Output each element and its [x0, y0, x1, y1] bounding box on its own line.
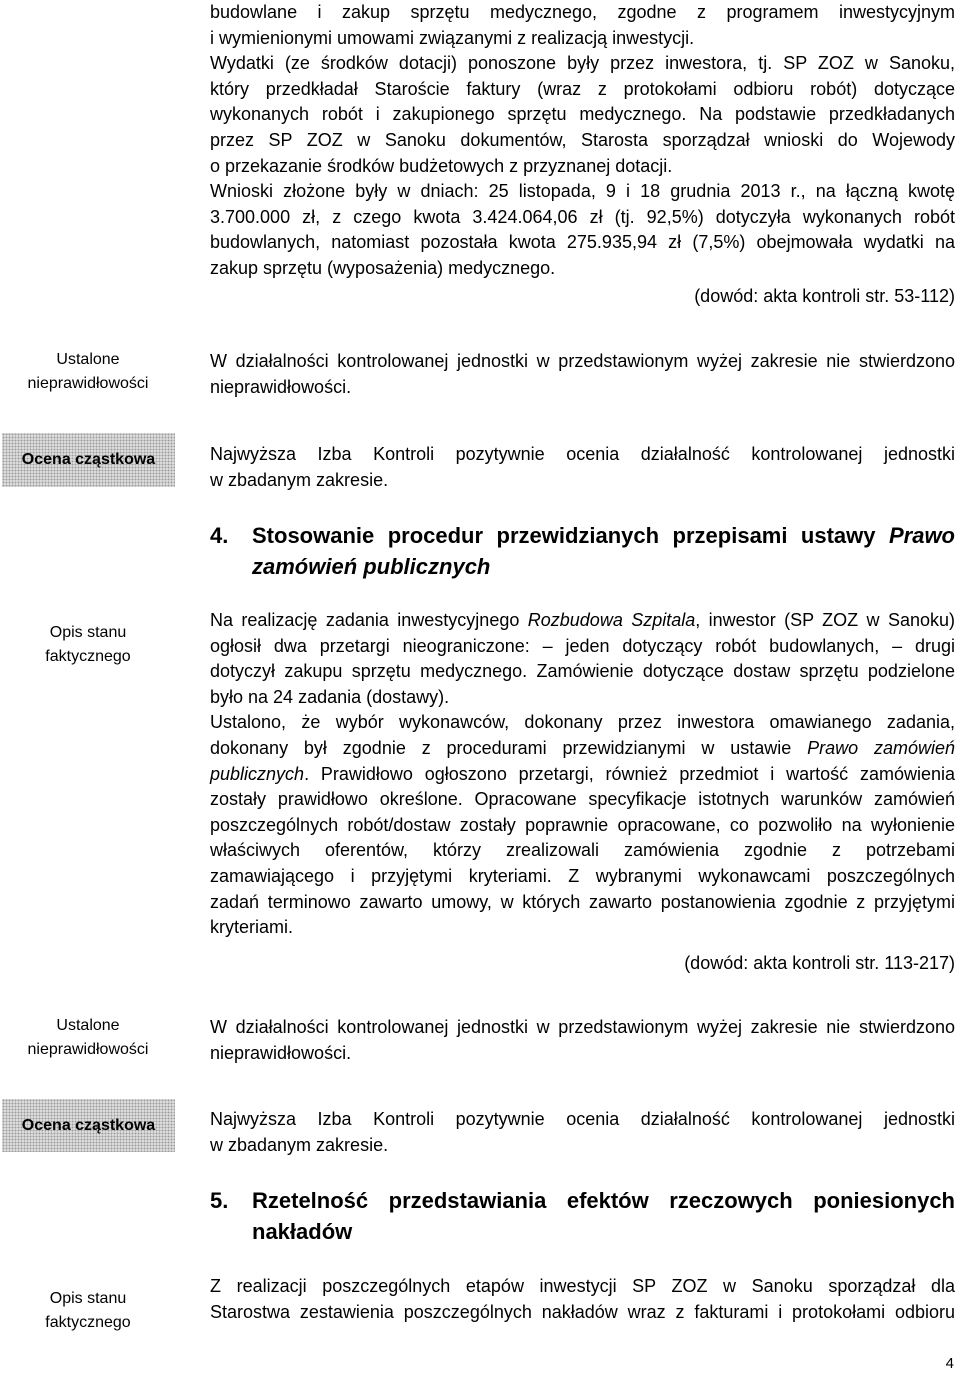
intro-paragraph: [210, 0, 955, 309]
side-label-line: Opis stanu: [49, 624, 127, 641]
text-line: budowlanych, natomiast pozostała kwota 275.935,94 zł (7,5%) obejmowała wydatki na: [210, 232, 955, 253]
text-line: wykonanych robót i zakupionego sprzętu medycznego. Na podstawie przedkładanych: [210, 104, 955, 125]
text-line: Z realizacji poszczególnych etapów inwestycji SP ZOZ w Sanoku sporządzał dla: [210, 1276, 955, 1296]
text-segment: dokonany był zgodnie z procedurami przewidzianymi w ustawie: [210, 737, 808, 758]
section-title: [252, 520, 955, 582]
section-title: [252, 1185, 955, 1247]
text-segment: Na realizację zadania inwestycyjnego: [210, 610, 528, 630]
text-line: Wnioski złożone były w dniach: 25 listopada, 9 i 18 grudnia 2013 r., na łączną kwotę: [210, 181, 955, 202]
title-line: [252, 551, 955, 582]
text-line: nieprawidłowości.: [210, 376, 352, 397]
findings-text: [210, 1015, 955, 1066]
title-line: [252, 520, 955, 551]
italic-segment: Prawo zamówień: [807, 737, 956, 758]
side-label-findings: [0, 348, 176, 396]
text-line: nieprawidłowości.: [210, 1042, 352, 1063]
side-label-line: nieprawidłowości: [27, 1041, 149, 1058]
text-line: poszczególnych robót/dostaw zostały poprawnie opracowane, co pozwoliło na wyłonienie: [210, 814, 955, 835]
text-line: w zbadanym zakresie.: [210, 1134, 389, 1155]
text-line: W działalności kontrolowanej jednostki w przedstawionym wyżej zakresie nie stwierdzono: [210, 351, 955, 371]
text-line: o przekazanie środków budżetowych z przyznanej dotacji.: [210, 155, 673, 176]
text-line: który przedkładał Staroście faktury (wraz z protokołami odbioru robót) dotyczące: [210, 78, 955, 99]
text-line: przez SP ZOZ w Sanoku dokumentów, Starosta sporządzał wnioski do Wojewody: [210, 129, 955, 150]
italic-segment: Rozbudowa Szpitala: [527, 610, 696, 630]
assessment-label: Ocena cząstkowa: [21, 1116, 156, 1134]
title-italic-text: zamówień publicznych: [252, 554, 491, 579]
title-line: Rzetelność przedstawiania efektów rzeczowych poniesionych: [252, 1188, 955, 1213]
side-label-facts: [0, 621, 176, 669]
findings-text: [210, 349, 955, 400]
text-line: ogłosił dwa przetargi nieograniczone: – jeden dotyczący robót budowlanych, – drugi: [210, 635, 955, 656]
text-line: budowlane i zakup sprzętu medycznego, zgodne z programem inwestycyjnym: [210, 2, 955, 22]
text-line: zamawiającego i przyjętymi kryteriami. Z wybranymi wykonawcami poszczególnych: [210, 865, 955, 886]
section-number: 5.: [210, 1188, 229, 1213]
text-line: zakup sprzętu (wyposażenia) medycznego.: [210, 257, 556, 278]
text-line: Ustalono, że wybór wykonawców, dokonany przez inwestora omawianego zadania,: [210, 712, 955, 733]
side-label-line: nieprawidłowości: [27, 375, 149, 392]
side-label-assessment: [2, 433, 175, 487]
text-line: było na 24 zadania (dostawy).: [210, 686, 450, 707]
text-line: i wymienionymi umowami związanymi z realizacją inwestycji.: [210, 27, 695, 48]
text-line: Najwyższa Izba Kontroli pozytywnie ocenia działalność kontrolowanej jednostki: [210, 444, 955, 464]
side-label-line: Opis stanu: [49, 1290, 127, 1307]
text-line: kryteriami.: [210, 917, 294, 938]
side-label-line: Ustalone: [56, 351, 120, 368]
side-label-findings: [0, 1014, 176, 1062]
text-line: [210, 736, 955, 762]
title-line: nakładów: [252, 1219, 353, 1244]
text-line: Wydatki (ze środków dotacji) ponoszone były przez inwestora, tj. SP ZOZ w Sanoku,: [210, 53, 955, 74]
text-line: zadań terminowo zawarto umowy, w których zawarto postanowienia zgodnie z przyjętymi: [210, 891, 955, 912]
text-segment: , inwestor (SP ZOZ w Sanoku): [695, 610, 955, 630]
section-number: 4.: [210, 523, 229, 548]
section-heading-4: [210, 520, 955, 582]
side-label-facts: [0, 1287, 176, 1335]
text-line: Najwyższa Izba Kontroli pozytywnie ocenia działalność kontrolowanej jednostki: [210, 1109, 955, 1129]
side-label-line: faktycznego: [45, 648, 131, 665]
text-segment: . Prawidłowo ogłoszono przetargi, również przedmiot i wartość zamówienia: [304, 763, 955, 784]
side-label-line: Ustalone: [56, 1017, 120, 1034]
assessment-text: [210, 1107, 955, 1158]
text-line: zostały prawidłowo określone. Opracowane specyfikacje istotnych warunków zamówień: [210, 789, 955, 810]
evidence-reference: (dowód: akta kontroli str. 113-217): [684, 952, 955, 973]
page-number: 4: [945, 1355, 954, 1372]
section-heading-5: [210, 1185, 955, 1247]
text-line: Starostwa zestawienia poszczególnych nakładów wraz z fakturami i protokołami odbioru: [210, 1301, 955, 1322]
assessment-text: [210, 442, 955, 493]
side-label-line: faktycznego: [45, 1314, 131, 1331]
text-line: w zbadanym zakresie.: [210, 469, 389, 490]
text-line: 3.700.000 zł, z czego kwota 3.424.064,06 zł (tj. 92,5%) dotyczyła wykonanych robót: [210, 206, 955, 227]
facts-paragraph: [210, 1274, 955, 1325]
evidence-reference: (dowód: akta kontroli str. 53-112): [694, 285, 955, 306]
title-italic-text: Prawo: [888, 523, 955, 548]
assessment-label: Ocena cząstkowa: [21, 451, 156, 468]
text-line: właściwych oferentów, którzy zrealizowali zamówienia zgodnie z potrzebami: [210, 840, 955, 861]
text-line: [210, 608, 955, 634]
facts-paragraph: [210, 608, 955, 976]
side-label-assessment: [2, 1099, 175, 1152]
text-line: dotyczył zakupu sprzętu medycznego. Zamówienie dotyczące dostaw sprzętu podzielone: [210, 661, 955, 682]
text-line: [210, 762, 955, 788]
italic-segment: publicznych: [210, 763, 305, 784]
text-line: W działalności kontrolowanej jednostki w przedstawionym wyżej zakresie nie stwierdzono: [210, 1017, 955, 1037]
title-text: Stosowanie procedur przewidzianych przepisami ustawy: [252, 523, 889, 548]
